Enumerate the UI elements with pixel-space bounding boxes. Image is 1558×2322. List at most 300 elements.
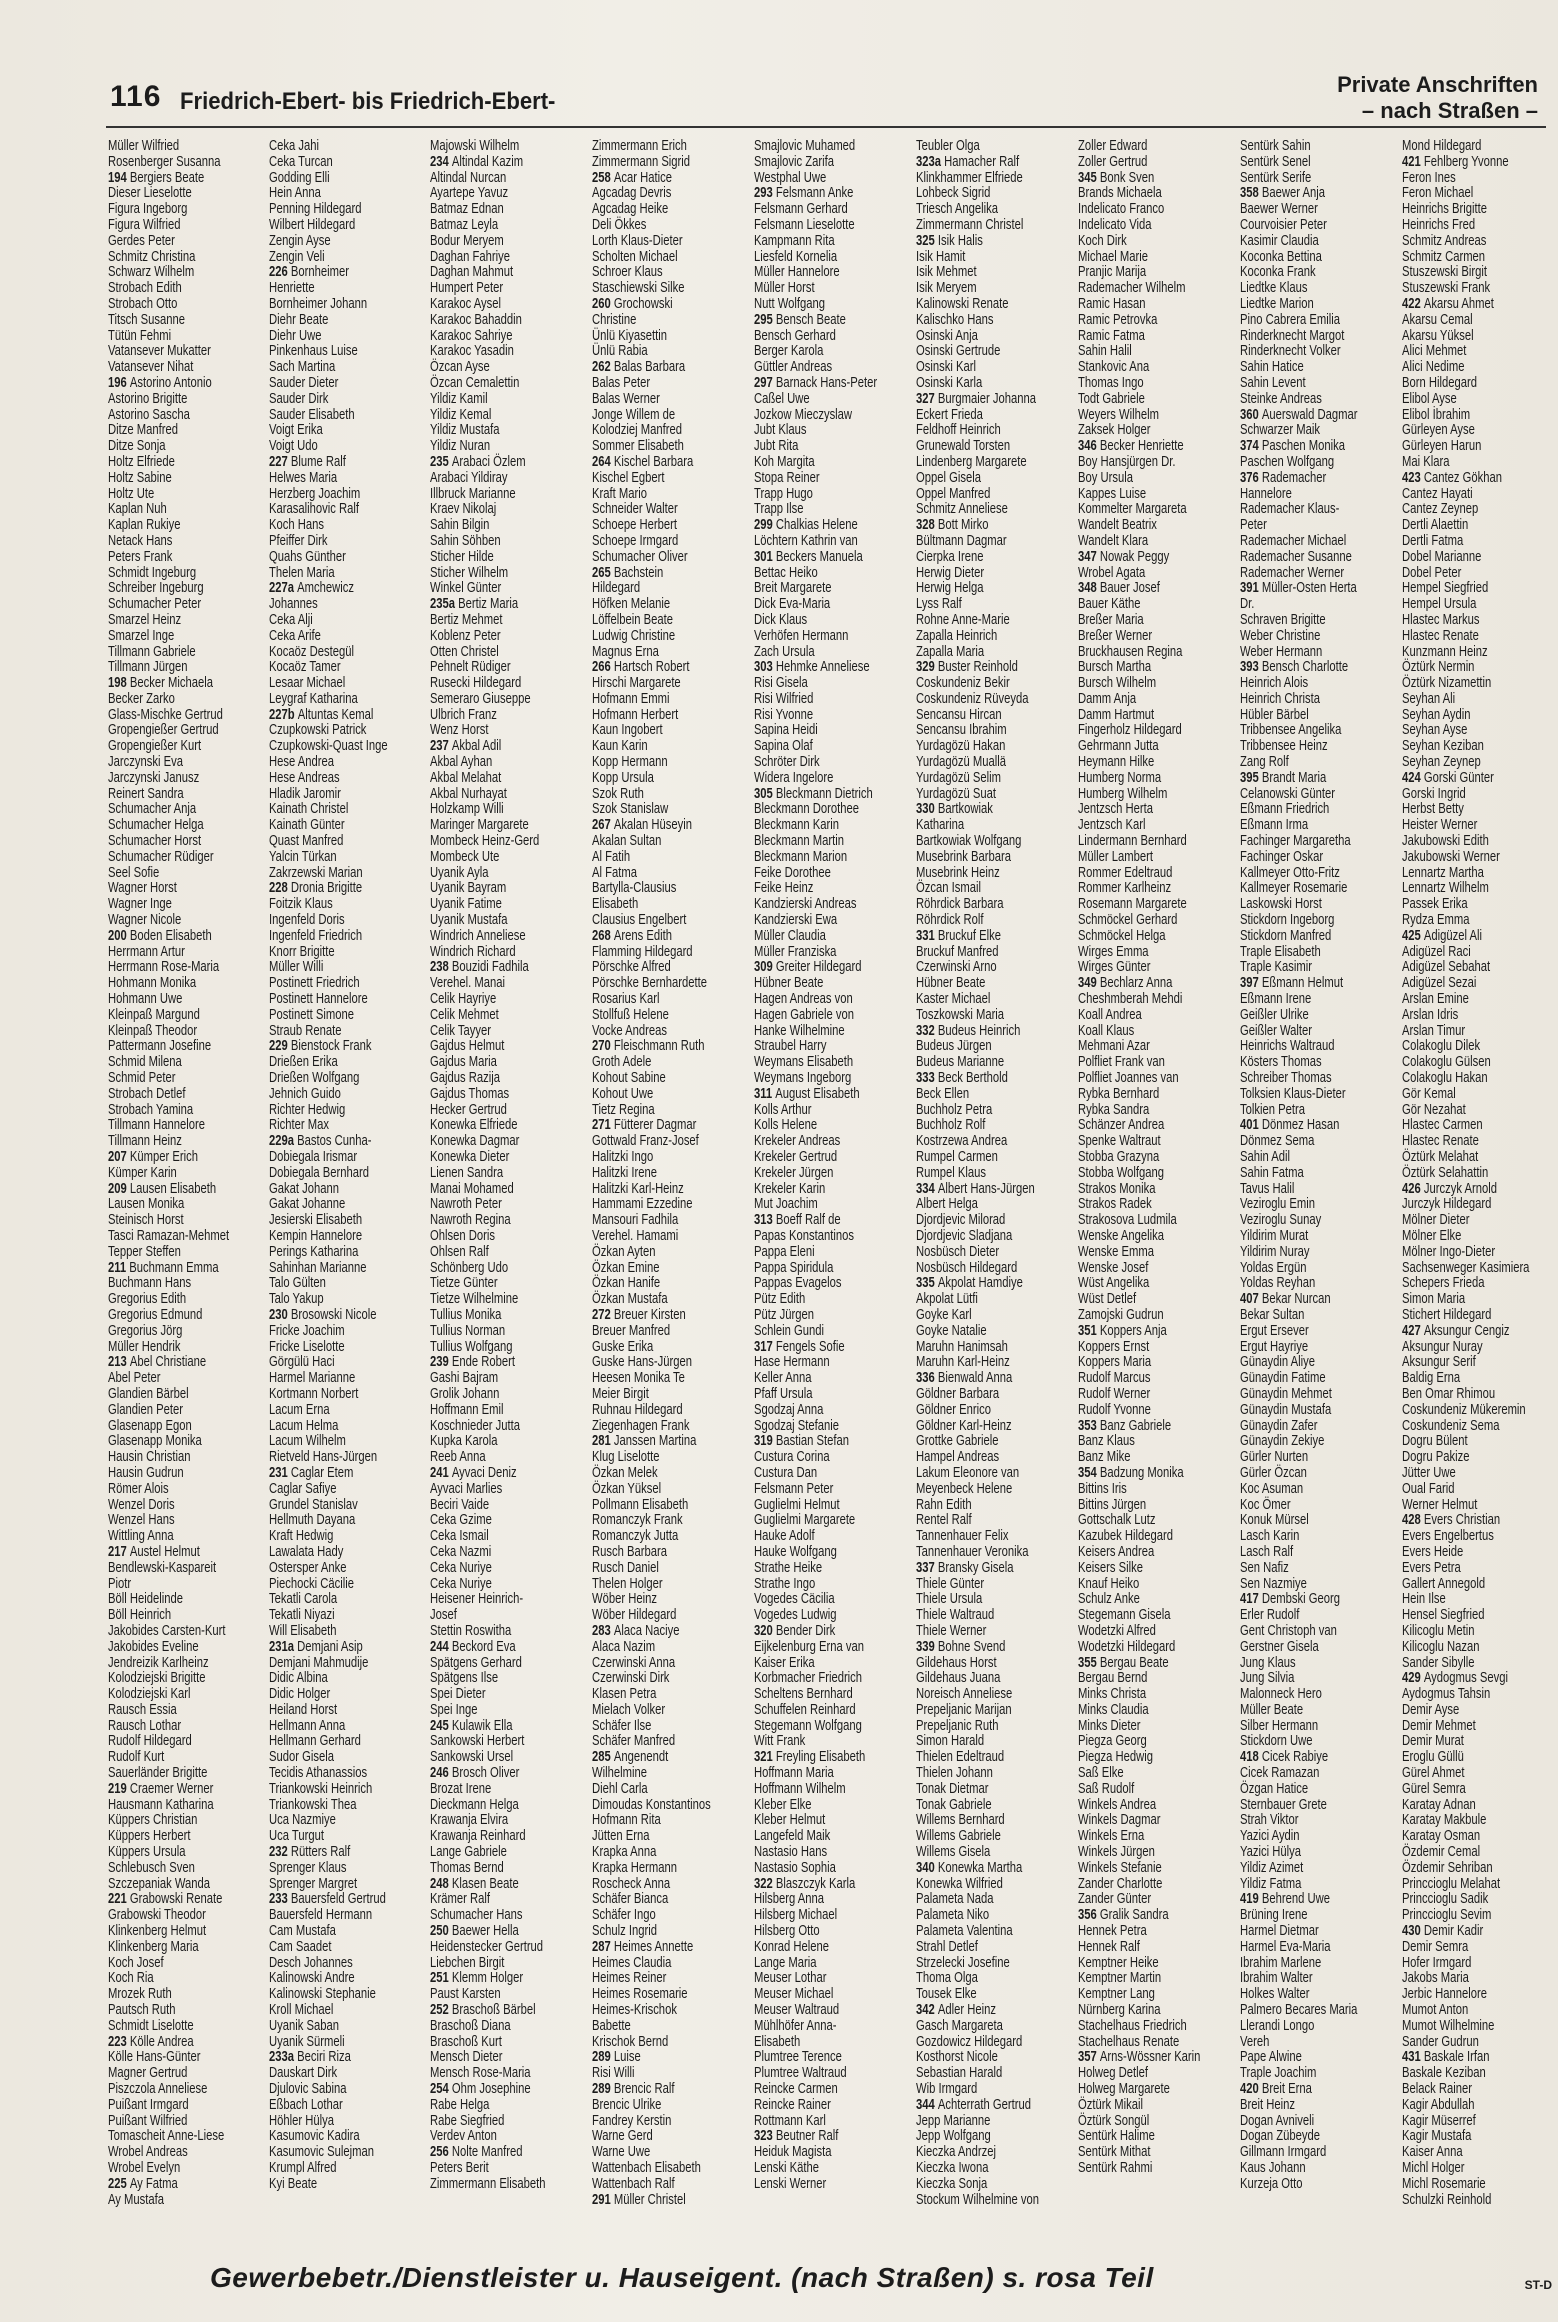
listing-entry: Yildirim Nuray — [1240, 1242, 1310, 1260]
listing-entry: Buchholz Rolf — [916, 1116, 986, 1134]
listing-entry: Uyanik Fatime — [430, 895, 502, 913]
listing-entry: Stuszewski Birgit — [1402, 263, 1487, 281]
listing-entry: Szok Stanislaw — [592, 800, 669, 818]
listing-entry: Gajdus Maria — [430, 1053, 497, 1071]
listing-entry: Lorth Klaus-Dieter — [592, 231, 683, 249]
listing-entry: Hlastec Carmen — [1402, 1116, 1483, 1134]
listing-entry: Lange Maria — [754, 1953, 817, 1971]
listing-entry: Krekeler Jürgen — [754, 1163, 834, 1181]
listing-entry: Sommer Elisabeth — [592, 437, 684, 455]
listing-entry: Klug Liselotte — [592, 1448, 660, 1466]
listing-entry: Zander Charlotte — [1078, 1874, 1163, 1892]
listing-entry: Isik Mehmet — [916, 263, 977, 281]
listing-entry: Koppers Ernst — [1078, 1337, 1150, 1355]
listing-entry: Teubler Olga — [916, 138, 980, 154]
listing-entry: Guske Erika — [592, 1337, 654, 1355]
listing-entry: Hohmann Monika — [108, 974, 197, 992]
listing-entry: Konewka Dagmar — [430, 1132, 520, 1150]
listing-entry: Schumacher Oliver — [592, 547, 688, 565]
listing-entry: Damm Hartmut — [1078, 705, 1155, 723]
listing-entry: Sgodzaj Stefanie — [754, 1416, 839, 1434]
listing-entry: Wrobel Evelyn — [108, 2159, 181, 2176]
listing-entry: Rudolf Yvonne — [1078, 1400, 1151, 1418]
listing-entry: Budeus Marianne — [916, 1053, 1005, 1071]
listing-entry: Koall Andrea — [1078, 1005, 1142, 1023]
listing-entry: 250 Baewer Hella — [430, 1922, 519, 1940]
listing-entry: Hennek Petra — [1078, 1922, 1147, 1940]
listing-entry: Tolksien Klaus-Dieter — [1240, 1084, 1346, 1102]
listing-entry: Beciri Vaide — [430, 1495, 490, 1513]
listing-entry: Noreisch Anneliese — [916, 1685, 1013, 1703]
listing-entry: Günaydin Zekiye — [1240, 1432, 1325, 1450]
listing-entry: Krischok Bernd — [592, 2032, 669, 2050]
listing-entry: Katharina — [916, 816, 965, 834]
listing-entry: Kaplan Nuh — [108, 500, 167, 518]
listing-entry: 258 Acar Hatice — [592, 168, 672, 186]
listing-entry: Oppel Gisela — [916, 468, 981, 486]
listing-entry: Triankowski Heinrich — [269, 1779, 373, 1797]
listing-entry: Sahin Adil — [1240, 1148, 1290, 1165]
listing-entry: Ditze Sonja — [108, 437, 166, 455]
listing-entry: Zengin Veli — [269, 247, 325, 265]
listing-entry: Osinski Karla — [916, 373, 983, 391]
listing-entry: Sebastian Harald — [916, 2064, 1003, 2082]
listing-entry: Talo Yakup — [269, 1290, 324, 1308]
listing-entry: Balas Werner — [592, 389, 660, 407]
listing-entry: Risi Wilfried — [754, 689, 814, 707]
listing-entry: Figura Ingeborg — [108, 200, 188, 218]
section-title — [1337, 72, 1538, 124]
listing-entry: Kocaöz Tamer — [269, 658, 341, 676]
listing-entry: Rumpel Carmen — [916, 1148, 998, 1165]
listing-entry: Peters Frank — [108, 547, 173, 565]
listing-entry: Holzkamp Willi — [430, 800, 504, 818]
listing-entry: Wrobel Agata — [1078, 563, 1146, 581]
listing-entry: Schwarzer Maik — [1240, 421, 1320, 439]
listing-entry: Özgan Hatice — [1240, 1779, 1309, 1797]
listing-entry: Schulz Anke — [1078, 1590, 1140, 1608]
listing-entry: Jakubowski Werner — [1402, 847, 1500, 865]
listing-entry: Kalinowski Andre — [269, 1969, 355, 1987]
listing-entry: 227 Blume Ralf — [269, 452, 346, 470]
listing-entry: Desch Johannes — [269, 1953, 353, 1971]
listing-entry: Schroer Klaus — [592, 263, 663, 281]
listing-entry: Zimmermann Elisabeth — [430, 2174, 546, 2192]
listing-entry: Gottwald Franz-Josef — [592, 1132, 699, 1150]
listing-entry: Sahin Hatice — [1240, 358, 1304, 376]
listing-entry: Klinkhammer Elfriede — [916, 168, 1023, 186]
listing-entry: Jakubowski Edith — [1402, 832, 1489, 850]
listing-entry: Oppel Manfred — [916, 484, 991, 502]
listing-entry: Hoffmann Emil — [430, 1400, 504, 1418]
listing-entry: Konewka Elfriede — [430, 1116, 518, 1134]
listing-entry: Budeus Jürgen — [916, 1037, 992, 1055]
listing-entry: Bauer Käthe — [1078, 595, 1141, 613]
listing-entry: 229a Bastos Cunha- — [269, 1132, 372, 1150]
listing-entry: Dönmez Sema — [1240, 1132, 1315, 1150]
listing-entry: Klasen Petra — [592, 1685, 657, 1703]
listing-entry: Fricke Liselotte — [269, 1337, 345, 1355]
listing-entry: Aksungur Serif — [1402, 1353, 1476, 1371]
listing-entry: Dick Klaus — [754, 610, 808, 628]
listing-entry: Wenzel Hans — [108, 1511, 175, 1529]
listing-entry: 309 Greiter Hildegard — [754, 958, 862, 976]
listing-column — [916, 138, 1078, 2228]
listing-column — [430, 138, 592, 2228]
listing-entry: Michael Marie — [1078, 247, 1148, 265]
listing-entry: 422 Akarsu Ahmet — [1402, 294, 1494, 312]
listing-entry: Zakrzewski Marian — [269, 863, 363, 881]
listing-entry: Elisabeth — [754, 2032, 801, 2050]
listing-entry: Triesch Angelika — [916, 200, 999, 218]
listing-entry: Celik Mehmet — [430, 1005, 499, 1023]
listing-entry: Lacum Erna — [269, 1400, 330, 1418]
listing-entry: Fachinger Margaretha — [1240, 832, 1351, 850]
listing-entry: Stachelhaus Friedrich — [1078, 2016, 1187, 2034]
listing-entry: Dogru Pakize — [1402, 1448, 1470, 1466]
listing-entry: Thoma Olga — [916, 1969, 978, 1987]
listing-entry: Kemptner Martin — [1078, 1969, 1162, 1987]
listing-entry: Rinderknecht Volker — [1240, 342, 1341, 360]
listing-entry: Thomas Bernd — [430, 1858, 504, 1876]
listing-entry: Uyanik Sürmeli — [269, 2032, 345, 2050]
listing-entry: Adigüzel Sezai — [1402, 974, 1477, 992]
listing-entry: 270 Fleischmann Ruth — [592, 1037, 705, 1055]
listing-entry: Humpert Peter — [430, 279, 504, 297]
listing-entry: Berger Karola — [754, 342, 824, 360]
listing-entry: Tillmann Gabriele — [108, 642, 196, 660]
listing-entry: Heesen Monika Te — [592, 1369, 685, 1387]
listing-entry: Osinski Gertrude — [916, 342, 1001, 360]
listing-entry: Figura Wilfried — [108, 215, 181, 233]
listing-entry: 235a Bertiz Maria — [430, 595, 519, 613]
listing-entry: Römer Alois — [108, 1479, 169, 1497]
listing-entry: Titsch Susanne — [108, 310, 186, 328]
listing-entry: Thielen Johann — [916, 1764, 993, 1782]
listing-entry: Piegza Hedwig — [1078, 1748, 1153, 1766]
listing-entry: 325 Isik Halis — [916, 231, 983, 249]
listing-entry: Sternbauer Grete — [1240, 1795, 1327, 1813]
listing-entry: Sahin Söhben — [430, 531, 501, 549]
listing-entry: Smarzel Inge — [108, 626, 175, 644]
listing-entry: Netack Hans — [108, 531, 173, 549]
listing-entry: Kieczka Andrzej — [916, 2143, 996, 2161]
listing-column — [1402, 138, 1548, 2228]
listing-entry: Dobiegala Irismar — [269, 1148, 358, 1165]
listing-entry: Mut Joachim — [754, 1195, 818, 1213]
listing-entry: Dr. — [1240, 595, 1255, 613]
listing-entry: Rommer Edeltraud — [1078, 863, 1173, 881]
listing-entry: Hellmann Gerhard — [269, 1732, 361, 1750]
listing-entry: Kohout Sabine — [592, 1069, 666, 1087]
listing-entry: Wüst Angelika — [1078, 1274, 1150, 1292]
listing-entry: Sauder Elisabeth — [269, 405, 355, 423]
listing-entry: Gottschalk Lutz — [1078, 1511, 1156, 1529]
listing-entry: Hellmuth Dayana — [269, 1511, 356, 1529]
listing-entry: Pörschke Alfred — [592, 958, 671, 976]
listing-entry: Tullius Monika — [430, 1305, 502, 1323]
listing-entry: 228 Dronia Brigitte — [269, 879, 363, 897]
listing-entry: Klinkenberg Helmut — [108, 1922, 207, 1940]
listing-entry: Czerwinski Arno — [916, 958, 997, 976]
listing-entry: Seyhan Zeynep — [1402, 753, 1481, 771]
listing-entry: Schlein Gundi — [754, 1321, 824, 1339]
listing-entry: Bruckhausen Regina — [1078, 642, 1183, 660]
listing-entry: Pappas Evagelos — [754, 1274, 842, 1292]
listing-entry: Kalischko Hans — [916, 310, 994, 328]
listing-entry: Magnus Erna — [592, 642, 659, 660]
listing-entry: Bertiz Mehmet — [430, 610, 503, 628]
listing-entry: Hein Anna — [269, 184, 321, 202]
listing-entry: Strakos Radek — [1078, 1195, 1152, 1213]
listing-entry: 320 Bender Dirk — [754, 1621, 836, 1639]
listing-entry: Stickdorn Ingeborg — [1240, 911, 1335, 929]
listing-entry: Koall Klaus — [1078, 1021, 1135, 1039]
listing-entry: Schoepe Herbert — [592, 516, 677, 534]
listing-entry: Sauder Dieter — [269, 373, 339, 391]
listing-entry: Sahin Fatma — [1240, 1163, 1304, 1181]
listing-entry: Hofmann Rita — [592, 1811, 661, 1829]
listing-entry: 344 Achterrath Gertrud — [916, 2095, 1031, 2113]
listing-entry: Gajdus Thomas — [430, 1084, 510, 1102]
listing-entry: Witt Frank — [754, 1732, 806, 1750]
listing-entry: Rademacher Werner — [1240, 563, 1345, 581]
listing-entry: Holtz Elfriede — [108, 452, 175, 470]
listing-entry: Silber Hermann — [1240, 1716, 1319, 1734]
listing-entry: Öztürk Nermin — [1402, 658, 1475, 676]
listing-entry: Kalinowski Renate — [916, 294, 1009, 312]
listing-entry: Yildiz Kemal — [430, 405, 492, 423]
listing-entry: Wattenbach Elisabeth — [592, 2159, 701, 2176]
listing-entry: 425 Adigüzel Ali — [1402, 926, 1482, 944]
listing-entry: 229 Bienstock Frank — [269, 1037, 372, 1055]
listing-entry: Kaplan Rukiye — [108, 516, 181, 534]
listing-entry: Lyss Ralf — [916, 595, 962, 613]
listing-entry: Wittling Anna — [108, 1527, 174, 1545]
listing-entry: Bartkowiak Wolfgang — [916, 832, 1022, 850]
listing-entry: Astorino Sascha — [108, 405, 190, 423]
listing-entry: Clausius Engelbert — [592, 911, 687, 929]
listing-entry: Postinett Friedrich — [269, 974, 360, 992]
listing-entry: Reeb Anna — [430, 1448, 486, 1466]
listing-entry: Yurdagözü Selim — [916, 768, 1001, 786]
listing-entry: Krekeler Karin — [754, 1179, 826, 1197]
listing-entry: Celanowski Günter — [1240, 784, 1335, 802]
listing-entry: Rausch Lothar — [108, 1716, 182, 1734]
listing-entry: 234 Altindal Kazim — [430, 152, 524, 170]
listing-entry: Djulovic Sabina — [269, 2080, 347, 2098]
listing-entry: Christine — [592, 310, 637, 328]
listing-entry: Jerbic Hannelore — [1402, 1985, 1487, 2003]
listing-entry: 401 Dönmez Hasan — [1240, 1116, 1340, 1134]
listing-entry: Sencansu Ibrahim — [916, 721, 1007, 739]
listing-entry: Kölle Hans-Günter — [108, 2048, 201, 2066]
listing-entry: Koch Dirk — [1078, 231, 1127, 249]
listing-entry: Feron Michael — [1402, 184, 1474, 202]
listing-entry: Klinkenberg Maria — [108, 1937, 199, 1955]
listing-entry: Kainath Günter — [269, 816, 345, 834]
listing-entry: 244 Beckord Eva — [430, 1637, 516, 1655]
listing-entry: Sudor Gisela — [269, 1748, 334, 1766]
listing-entry: Thielen Edeltraud — [916, 1748, 1005, 1766]
listing-entry: Meyenbeck Helene — [916, 1479, 1013, 1497]
listing-entry: Strakosova Ludmila — [1078, 1211, 1177, 1229]
listing-entry: Maruhn Hanimsah — [916, 1337, 1008, 1355]
listing-entry: 333 Beck Berthold — [916, 1069, 1008, 1087]
listing-entry: 211 Buchmann Emma — [108, 1258, 219, 1276]
listing-entry: Yoldas Ergün — [1240, 1258, 1307, 1276]
listing-entry: Schlebusch Sven — [108, 1858, 195, 1876]
listing-entry: Traple Joachim — [1240, 2064, 1317, 2082]
listing-entry: Henriette — [269, 279, 315, 297]
listing-entry: Hempel Siegfried — [1402, 579, 1489, 597]
listing-entry: Schäfer Ingo — [592, 1906, 656, 1924]
listing-entry: Sahin Bilgin — [430, 516, 490, 534]
listing-entry: Rademacher Michael — [1240, 531, 1347, 549]
listing-entry: 346 Becker Henriette — [1078, 437, 1184, 455]
listing-entry: Pappa Spiridula — [754, 1258, 834, 1276]
listing-entry: Yildiz Kamil — [430, 389, 488, 407]
listing-entry: Braschoß Diana — [430, 2016, 511, 2034]
listing-entry: 336 Bienwald Anna — [916, 1369, 1013, 1387]
listing-entry: Kolodziejski Karl — [108, 1685, 191, 1703]
listing-entry: 356 Gralik Sandra — [1078, 1906, 1169, 1924]
listing-entry: 256 Nolte Manfred — [430, 2143, 523, 2161]
listing-entry: Strah Viktor — [1240, 1811, 1299, 1829]
listing-entry: Vatansever Mukatter — [108, 342, 211, 360]
listing-entry: Mond Hildegard — [1402, 138, 1482, 154]
listing-entry: Elibol Ayse — [1402, 389, 1457, 407]
listing-entry: Bursch Martha — [1078, 658, 1152, 676]
listing-entry: Widera Ingelore — [754, 768, 834, 786]
listing-entry: Diehr Uwe — [269, 326, 322, 344]
listing-entry: 345 Bonk Sven — [1078, 168, 1155, 186]
listing-entry: Harmel Marianne — [269, 1369, 356, 1387]
listing-entry: Ramic Petrovka — [1078, 310, 1158, 328]
listing-entry: Yazici Aydin — [1240, 1827, 1300, 1845]
listing-entry: Rentel Ralf — [916, 1511, 972, 1529]
listing-entry: Hauke Adolf — [754, 1527, 815, 1545]
listing-entry: Paust Karsten — [430, 1985, 501, 2003]
listing-entry: Strathe Ingo — [754, 1574, 816, 1592]
listing-entry: 271 Fütterer Dagmar — [592, 1116, 697, 1134]
listing-entry: 207 Kümper Erich — [108, 1148, 198, 1165]
listing-entry: Mumot Wilhelmine — [1402, 2016, 1495, 2034]
listing-entry: 420 Breit Erna — [1240, 2080, 1312, 2098]
listing-entry: Schmöckel Gerhard — [1078, 911, 1178, 929]
listing-entry: Kleinpaß Margund — [108, 1005, 200, 1023]
listing-entry: Pehnelt Rüdiger — [430, 658, 511, 676]
listing-entry: Ingenfeld Doris — [269, 911, 345, 929]
listing-entry: Rudolf Kurt — [108, 1748, 165, 1766]
listing-entry: Zoller Gertrud — [1078, 152, 1148, 170]
listing-entry: Stettin Roswitha — [430, 1621, 512, 1639]
listing-entry: 254 Ohm Josephine — [430, 2080, 531, 2098]
listing-entry: Smajlovic Muhamed — [754, 138, 856, 154]
listing-entry: Baskale Keziban — [1402, 2064, 1486, 2082]
listing-entry: Tekatli Carola — [269, 1590, 338, 1608]
listing-entry: Gregorius Edith — [108, 1290, 187, 1308]
listing-entry: Romanczyk Jutta — [592, 1527, 679, 1545]
listing-entry: Konrad Helene — [754, 1937, 829, 1955]
listing-entry: Öztürk Melahat — [1402, 1148, 1479, 1165]
listing-entry: Löffelbein Beate — [592, 610, 674, 628]
listing-entry: Wagner Inge — [108, 895, 172, 913]
listing-entry: Plumtree Waltraud — [754, 2064, 847, 2082]
listing-entry: Dieckmann Helga — [430, 1795, 519, 1813]
listing-entry: 265 Bachstein — [592, 563, 664, 581]
listing-entry: Semeraro Giuseppe — [430, 689, 531, 707]
listing-entry: Hese Andrea — [269, 753, 334, 771]
listing-entry: Koc Asuman — [1240, 1479, 1304, 1497]
listing-entry: Richter Hedwig — [269, 1100, 346, 1118]
listing-entry: Tillmann Heinz — [108, 1132, 182, 1150]
listing-entry: Erler Rudolf — [1240, 1606, 1300, 1624]
listing-entry: 194 Bergiers Beate — [108, 168, 205, 186]
listing-entry: Hese Andreas — [269, 768, 340, 786]
listing-entry: 342 Adler Heinz — [916, 2001, 996, 2019]
listing-entry: Tillmann Jürgen — [108, 658, 188, 676]
listing-entry: Dieser Lieselotte — [108, 184, 192, 202]
listing-entry: Akbal Melahat — [430, 768, 502, 786]
listing-entry: Gent Christoph van — [1240, 1621, 1337, 1639]
listing-entry: Herrmann Rose-Maria — [108, 958, 220, 976]
listing-entry: Dobel Marianne — [1402, 547, 1482, 565]
listing-entry: Willems Gabriele — [916, 1827, 1001, 1845]
listing-entry: Thelen Maria — [269, 563, 335, 581]
listing-entry: Sentürk Mithat — [1078, 2143, 1151, 2161]
listing-entry: Smarzel Heinz — [108, 610, 182, 628]
listing-entry: Werner Helmut — [1402, 1495, 1478, 1513]
listing-entry: Lawalata Hady — [269, 1542, 344, 1560]
listing-entry: Ludwig Christine — [592, 626, 676, 644]
listing-entry: Kemptner Heike — [1078, 1953, 1159, 1971]
listing-entry: Minks Christa — [1078, 1685, 1147, 1703]
listing-entry: Pattermann Josefine — [108, 1037, 212, 1055]
listing-entry: Herwig Dieter — [916, 563, 985, 581]
listing-entry: Romanczyk Frank — [592, 1511, 683, 1529]
listing-entry: Grolik Johann — [430, 1384, 500, 1402]
listing-entry: Uca Nazmiye — [269, 1811, 336, 1829]
listing-entry: 223 Kölle Andrea — [108, 2032, 194, 2050]
listing-entry: Meuser Lothar — [754, 1969, 827, 1987]
listing-entry: Yildirim Murat — [1240, 1226, 1309, 1244]
listing-entry: Staschiewski Silke — [592, 279, 685, 297]
listing-entry: Kraev Nikolaj — [430, 500, 497, 518]
listing-entry: Kazubek Hildegard — [1078, 1527, 1173, 1545]
listing-entry: Uyanik Mustafa — [430, 911, 508, 929]
listing-entry: Stickdorn Uwe — [1240, 1732, 1313, 1750]
listing-entry: Koppers Maria — [1078, 1353, 1152, 1371]
listing-entry: Thiele Ursula — [916, 1590, 983, 1608]
listing-entry: Spenke Waltraut — [1078, 1132, 1161, 1150]
listing-entry: Sen Nafiz — [1240, 1558, 1289, 1576]
listing-entry: Lennartz Martha — [1402, 863, 1484, 881]
listing-entry: 357 Arns-Wössner Karin — [1078, 2048, 1201, 2066]
listing-entry: Mölner Dieter — [1402, 1211, 1470, 1229]
listing-entry: Celik Tayyer — [430, 1021, 492, 1039]
listing-entry: Indelicato Vida — [1078, 215, 1152, 233]
listing-entry: Eroglu Güllü — [1402, 1748, 1464, 1766]
listing-entry: Otten Christel — [430, 642, 499, 660]
listing-entry: Demir Ayse — [1402, 1700, 1460, 1718]
listing-entry: Schuffelen Reinhard — [754, 1700, 856, 1718]
listing-entry: Bauersfeld Hermann — [269, 1906, 373, 1924]
listing-entry: Kallmeyer Otto-Fritz — [1240, 863, 1340, 881]
listing-entry: Strobach Detlef — [108, 1084, 186, 1102]
listing-entry: Kupka Karola — [430, 1432, 498, 1450]
listing-entry: Wodetzki Hildegard — [1078, 1637, 1176, 1655]
